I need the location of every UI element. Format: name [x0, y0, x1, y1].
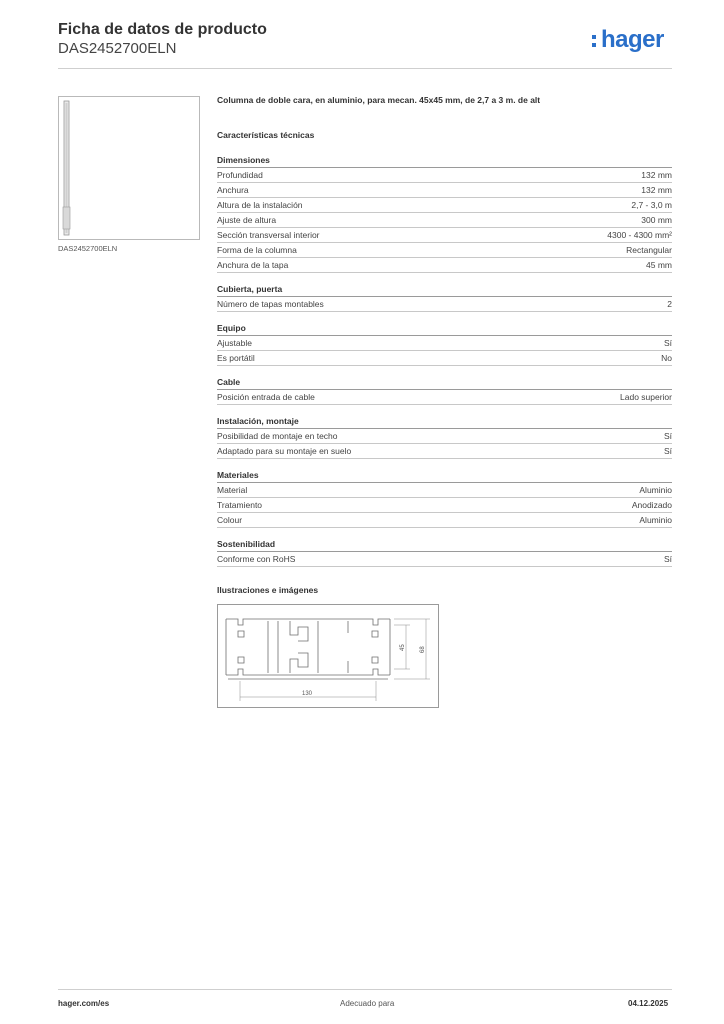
column-photo-icon [59, 97, 199, 239]
spec-row [217, 444, 672, 459]
spec-group [217, 284, 672, 312]
spec-value: Sí [663, 446, 672, 456]
spec-group [217, 470, 672, 528]
spec-group-title: Sostenibilidad [217, 539, 672, 552]
tech-section-title: Características técnicas [217, 130, 315, 140]
spec-group [217, 377, 672, 405]
footer-website[interactable]: hager.com/es [58, 999, 110, 1008]
product-image [58, 96, 200, 240]
spec-row [217, 513, 672, 528]
spec-label: Ajustable [217, 338, 252, 348]
spec-label: Conforme con RoHS [217, 554, 296, 564]
dim-outer-height-label: 68 [420, 646, 426, 653]
spec-value: 132 mm [641, 185, 672, 195]
spec-value: Aluminio [639, 515, 672, 525]
spec-value: Anodizado [631, 500, 672, 510]
spec-group [217, 155, 672, 273]
product-description: Columna de doble cara, en aluminio, para mecan. 45x45 mm, de 2,7 a 3 m. de alt [217, 95, 541, 105]
spec-label: Colour [217, 515, 243, 525]
spec-group [217, 323, 672, 366]
spec-row [217, 168, 672, 183]
product-code: DAS2452700ELN [58, 40, 177, 57]
spec-value: 45 mm [646, 260, 672, 270]
spec-value: Rectangular [626, 245, 672, 255]
spec-value: 132 mm [641, 170, 672, 180]
page-title: Ficha de datos de producto [58, 21, 267, 38]
spec-value: Aluminio [639, 485, 672, 495]
footer-divider [58, 989, 672, 990]
spec-row [217, 228, 672, 243]
spec-value: Lado superior [620, 392, 672, 402]
spec-group-title: Cubierta, puerta [217, 284, 672, 297]
spec-row [217, 213, 672, 228]
spec-value: 4300 - 4300 mm² [607, 230, 672, 240]
spec-label: Anchura de la tapa [217, 260, 289, 270]
spec-group-title: Instalación, montaje [217, 416, 672, 429]
spec-value: 2,7 - 3,0 m [631, 200, 672, 210]
spec-label: Posición entrada de cable [217, 392, 315, 402]
spec-group-title: Materiales [217, 470, 672, 483]
illustrations-title: Ilustraciones e imágenes [217, 585, 319, 595]
footer-suitable-for: Adecuado para [340, 999, 395, 1008]
spec-value: Sí [663, 338, 672, 348]
image-caption: DAS2452700ELN [58, 244, 118, 253]
spec-value: 300 mm [641, 215, 672, 225]
spec-label: Número de tapas montables [217, 299, 324, 309]
spec-value: Sí [663, 554, 672, 564]
spec-row [217, 351, 672, 366]
spec-row [217, 429, 672, 444]
dim-inner-height-label: 45 [400, 644, 406, 651]
spec-group-title: Equipo [217, 323, 672, 336]
spec-label: Tratamiento [217, 500, 263, 510]
spec-label: Altura de la instalación [217, 200, 303, 210]
header-divider [58, 68, 672, 69]
spec-content [217, 93, 672, 567]
spec-label: Es portátil [217, 353, 255, 363]
spec-group-title: Dimensiones [217, 155, 672, 168]
spec-group-title: Cable [217, 377, 672, 390]
spec-label: Posibilidad de montaje en techo [217, 431, 338, 441]
spec-row [217, 390, 672, 405]
spec-label: Sección transversal interior [217, 230, 320, 240]
spec-row [217, 552, 672, 567]
spec-group [217, 539, 672, 567]
footer-date: 04.12.2025 [628, 999, 669, 1008]
spec-row [217, 198, 672, 213]
spec-label: Adaptado para su montaje en suelo [217, 446, 352, 456]
spec-row [217, 336, 672, 351]
spec-row [217, 258, 672, 273]
spec-label: Ajuste de altura [217, 215, 277, 225]
spec-label: Material [217, 485, 248, 495]
spec-row [217, 483, 672, 498]
profile-section-drawing [218, 605, 438, 707]
spec-group [217, 416, 672, 459]
spec-value: 2 [667, 299, 672, 309]
spec-groups [217, 155, 672, 567]
brand-logo-mark [592, 35, 597, 49]
brand-logo: hager [601, 26, 664, 53]
spec-row [217, 297, 672, 312]
spec-value: Sí [663, 431, 672, 441]
spec-value: No [661, 353, 672, 363]
dim-width-label: 130 [302, 691, 313, 697]
technical-drawing [217, 604, 439, 708]
spec-label: Anchura [217, 185, 249, 195]
spec-row [217, 183, 672, 198]
spec-label: Forma de la columna [217, 245, 297, 255]
spec-row [217, 498, 672, 513]
spec-row [217, 243, 672, 258]
spec-label: Profundidad [217, 170, 263, 180]
